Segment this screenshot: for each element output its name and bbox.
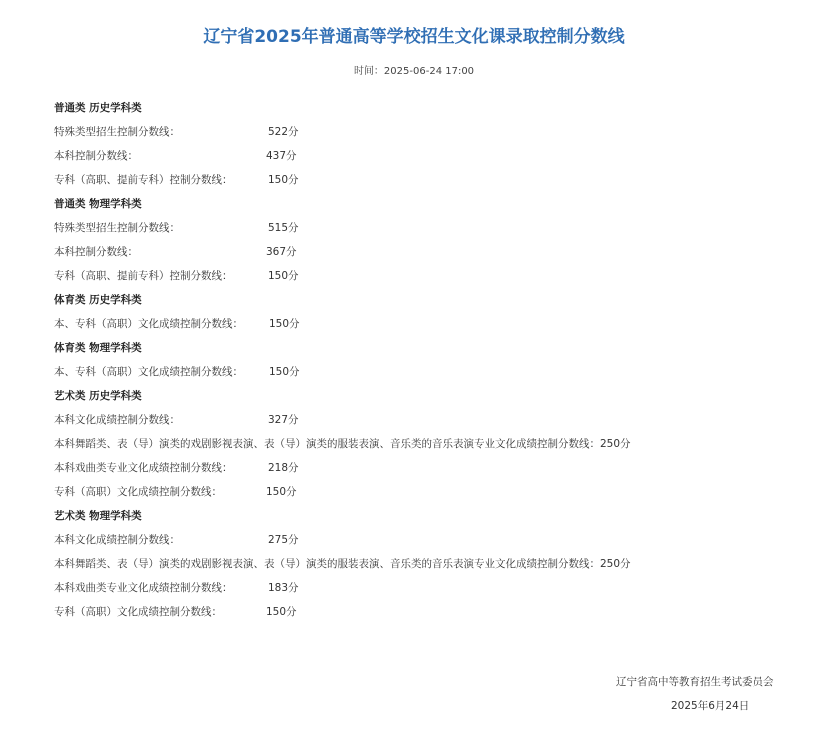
section-heading: 普通类 物理学科类 xyxy=(54,198,142,210)
score-label: 本科控制分数线： xyxy=(54,246,138,258)
score-value: 437分 xyxy=(266,150,297,162)
score-value: 150分 xyxy=(268,174,299,186)
score-label: 专科（高职、提前专科）控制分数线： xyxy=(54,270,233,282)
score-row xyxy=(54,528,774,552)
score-row xyxy=(54,480,774,504)
section-heading: 体育类 历史学科类 xyxy=(54,294,142,306)
score-row xyxy=(54,168,774,192)
page-title: 辽宁省2025年普通高等学校招生文化课录取控制分数线 xyxy=(203,27,625,47)
score-label: 本科舞蹈类、表（导）演类的戏剧影视表演、表（导）演类的服装表演、音乐类的音乐表演专业文化成绩控制分数线：250分 xyxy=(54,558,631,570)
score-value: 150分 xyxy=(269,366,300,378)
score-value: 150分 xyxy=(268,270,299,282)
publish-time: 时间：2025-06-24 17:00 xyxy=(353,66,475,77)
score-label: 专科（高职）文化成绩控制分数线： xyxy=(54,486,222,498)
score-value: 218分 xyxy=(268,462,299,474)
score-row xyxy=(54,432,774,456)
score-row xyxy=(54,144,774,168)
score-row xyxy=(54,264,774,288)
section-heading: 艺术类 历史学科类 xyxy=(54,390,142,402)
score-row xyxy=(54,600,774,624)
score-value: 150分 xyxy=(269,318,300,330)
score-value: 522分 xyxy=(268,126,299,138)
score-row xyxy=(54,216,774,240)
score-label: 本、专科（高职）文化成绩控制分数线： xyxy=(54,366,243,378)
score-row xyxy=(54,360,774,384)
score-row xyxy=(54,408,774,432)
section-heading: 艺术类 物理学科类 xyxy=(54,510,142,522)
score-value: 183分 xyxy=(268,582,299,594)
score-content xyxy=(54,96,774,624)
score-row xyxy=(54,120,774,144)
score-value: 150分 xyxy=(266,606,297,618)
score-value: 515分 xyxy=(268,222,299,234)
issuing-organization: 辽宁省高中等教育招生考试委员会 xyxy=(616,676,774,688)
issue-date: 2025年6月24日 xyxy=(671,700,750,712)
score-value: 327分 xyxy=(268,414,299,426)
score-row xyxy=(54,552,774,576)
score-label: 本科舞蹈类、表（导）演类的戏剧影视表演、表（导）演类的服装表演、音乐类的音乐表演专业文化成绩控制分数线：250分 xyxy=(54,438,631,450)
score-row xyxy=(54,576,774,600)
score-row xyxy=(54,240,774,264)
score-label: 专科（高职）文化成绩控制分数线： xyxy=(54,606,222,618)
score-label: 特殊类型招生控制分数线： xyxy=(54,222,180,234)
score-row xyxy=(54,456,774,480)
score-label: 本、专科（高职）文化成绩控制分数线： xyxy=(54,318,243,330)
score-label: 本科文化成绩控制分数线： xyxy=(54,534,180,546)
score-label: 专科（高职、提前专科）控制分数线： xyxy=(54,174,233,186)
score-label: 本科控制分数线： xyxy=(54,150,138,162)
score-row xyxy=(54,312,774,336)
section-heading: 体育类 物理学科类 xyxy=(54,342,142,354)
score-value: 275分 xyxy=(268,534,299,546)
score-value: 150分 xyxy=(266,486,297,498)
score-label: 本科文化成绩控制分数线： xyxy=(54,414,180,426)
score-label: 本科戏曲类专业文化成绩控制分数线： xyxy=(54,582,233,594)
score-label: 特殊类型招生控制分数线： xyxy=(54,126,180,138)
section-heading: 普通类 历史学科类 xyxy=(54,102,142,114)
score-value: 367分 xyxy=(266,246,297,258)
score-label: 本科戏曲类专业文化成绩控制分数线： xyxy=(54,462,233,474)
